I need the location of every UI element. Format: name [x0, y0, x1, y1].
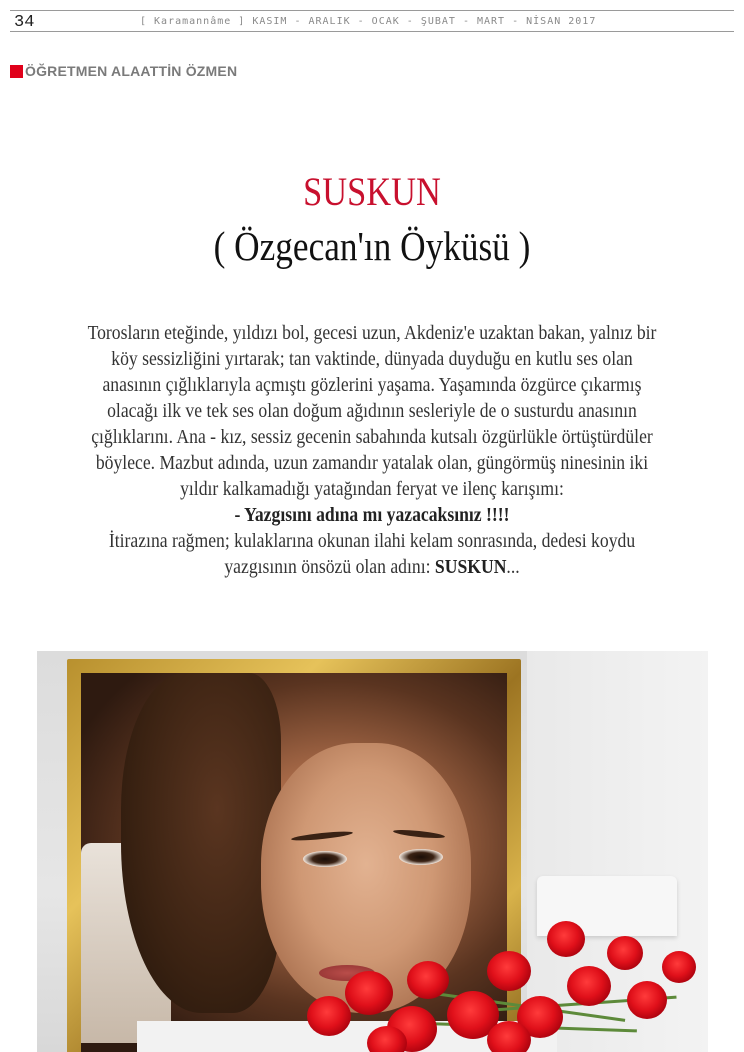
- story-quote: - Yazgısını adına mı yazacaksınız !!!!: [234, 504, 510, 526]
- story-closing: [78, 554, 666, 580]
- red-square-icon: [10, 65, 23, 78]
- story-line: köy sessizliğini yırtarak; tan vaktinde, dünyada duyduğu en kutlu ses olan: [111, 348, 633, 370]
- article-title: SUSKUN: [303, 169, 441, 214]
- story-body: [30, 320, 714, 580]
- author-byline: [10, 63, 237, 79]
- closing-name: SUSKUN: [434, 556, 507, 578]
- author-name: ÖĞRETMEN ALAATTİN ÖZMEN: [25, 63, 238, 79]
- story-line: Torosların eteğinde, yıldızı bol, gecesi uzun, Akdeniz'e uzaktan bakan, yalnız bir: [87, 322, 657, 344]
- closing-prefix: yazgısının önsözü olan adını:: [224, 556, 435, 578]
- article-subtitle: ( Özgecan'ın Öyküsü ): [213, 223, 531, 269]
- page-number: 34: [14, 13, 35, 32]
- memorial-photo: [37, 651, 708, 1052]
- story-line: yıldır kalkamadığı yatağından feryat ve ilenç karışımı:: [180, 478, 564, 500]
- header-bottom-rule: [10, 31, 734, 32]
- story-line: İtirazına rağmen; kulaklarına okunan ilahi kelam sonrasında, dedesi koydu: [108, 530, 636, 552]
- closing-suffix: ...: [506, 556, 520, 578]
- story-line: anasının çığlıklarıyla açmıştı gözlerini yaşama. Yaşamında özgürce çıkarmış: [102, 374, 642, 396]
- story-line: çığlıklarını. Ana - kız, sessiz gecenin sabahında kutsalı özgürlükle örtüştürdüler: [91, 426, 653, 448]
- story-line: böylece. Mazbut adında, uzun zamandır yatalak olan, güngörmüş ninesinin iki: [95, 452, 649, 474]
- red-carnations: [307, 921, 707, 1052]
- running-head: [ Karamannâme ] KASIM - ARALIK - OCAK - ŞUBAT - MART - NİSAN 2017: [140, 16, 597, 27]
- story-line: olacağı ilk ve tek ses olan doğum ağıdının sesleriyle de o susturdu anasının: [107, 400, 637, 422]
- header-top-rule: [10, 10, 734, 11]
